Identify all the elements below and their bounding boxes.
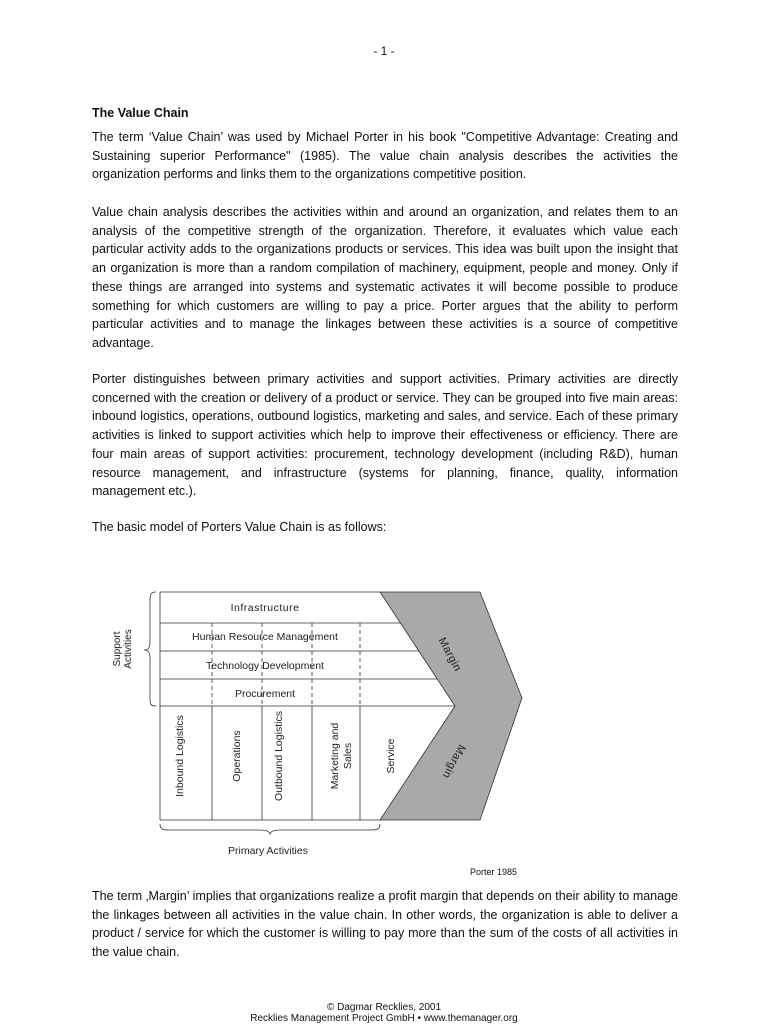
- footer-copyright: © Dagmar Recklies, 2001: [326, 1002, 442, 1013]
- primary-service: Service: [385, 738, 397, 774]
- support-row-technology: Technology Development: [206, 660, 324, 672]
- paragraph-intro: The term ‘Value Chain’ was used by Michael Porter in his book "Competitive Advantage: Creating and Sustaining superior Performance" (1985). The value chain analysis describes the activities the organization performs and links them to the organizations competitive position.: [92, 130, 678, 182]
- primary-activities-label: Primary Activities: [228, 845, 308, 857]
- paragraph-activities: Porter distinguishes between primary activities and support activities. Primary activities are directly concerned with the creation or delivery of a product or service. They can be grouped into five main areas: inbound logistics, operations, outbound logistics, marketing and sales, and service. Each of these primary activities is linked to support activities which help to improve their effectiveness or efficiency. There are four main areas of support activities: procurement, technology development (including R&D), human resource management, and infrastructure (systems for planning, finance, quality, information management etc.).: [92, 372, 678, 499]
- paragraph-analysis: Value chain analysis describes the activities within and around an organization, and relates them to an analysis of the competitive strength of the organization. Therefore, it evaluates which value each particular activity adds to the organizations products or services. This idea was built upon the insight that an organization is more than a random compilation of machinery, equipment, people and money. Only if these things are arranged into systems and systematic activates it will become possible to produce something for which customers are willing to pay a price. Porter argues that the ability to perform particular activities and to manage the linkages between these activities is a source of competitive advantage.: [92, 205, 678, 350]
- primary-outbound-logistics: Outbound Logistics: [273, 711, 285, 801]
- paragraph-margin: The term ‚Margin’ implies that organizations realize a profit margin that depends on their ability to manage the linkages between all activities in the value chain. In other words, the organization is able to deliver a product / service for which the customer is willing to pay more than the sum of the costs of all activities in the value chain.: [92, 889, 678, 960]
- primary-operations: Operations: [231, 730, 243, 782]
- support-brace: [144, 592, 156, 706]
- support-label-line1: Support: [112, 631, 123, 667]
- paragraph-model-intro: The basic model of Porters Value Chain is as follows:: [92, 520, 387, 534]
- margin-label-top: Margin: [435, 635, 464, 674]
- primary-marketing-line2: Sales: [342, 742, 354, 770]
- source-note: Porter 1985: [470, 867, 518, 877]
- support-row-infrastructure: Infrastructure: [230, 602, 300, 614]
- footer-company: Recklies Management Project GmbH • www.themanager.org: [250, 1013, 518, 1024]
- primary-marketing-line1: Marketing and: [329, 722, 341, 790]
- margin-label-bottom: Margin: [439, 742, 468, 781]
- support-row-hrm: Human Resource Management: [192, 631, 338, 643]
- support-label-line2: Activities: [123, 629, 134, 669]
- primary-brace: [160, 824, 380, 834]
- support-row-procurement: Procurement: [234, 688, 296, 700]
- page-title: The Value Chain: [92, 106, 189, 120]
- page-number: - 1 -: [373, 44, 395, 58]
- value-chain-diagram: [100, 580, 540, 870]
- primary-inbound-logistics: Inbound Logistics: [174, 715, 186, 797]
